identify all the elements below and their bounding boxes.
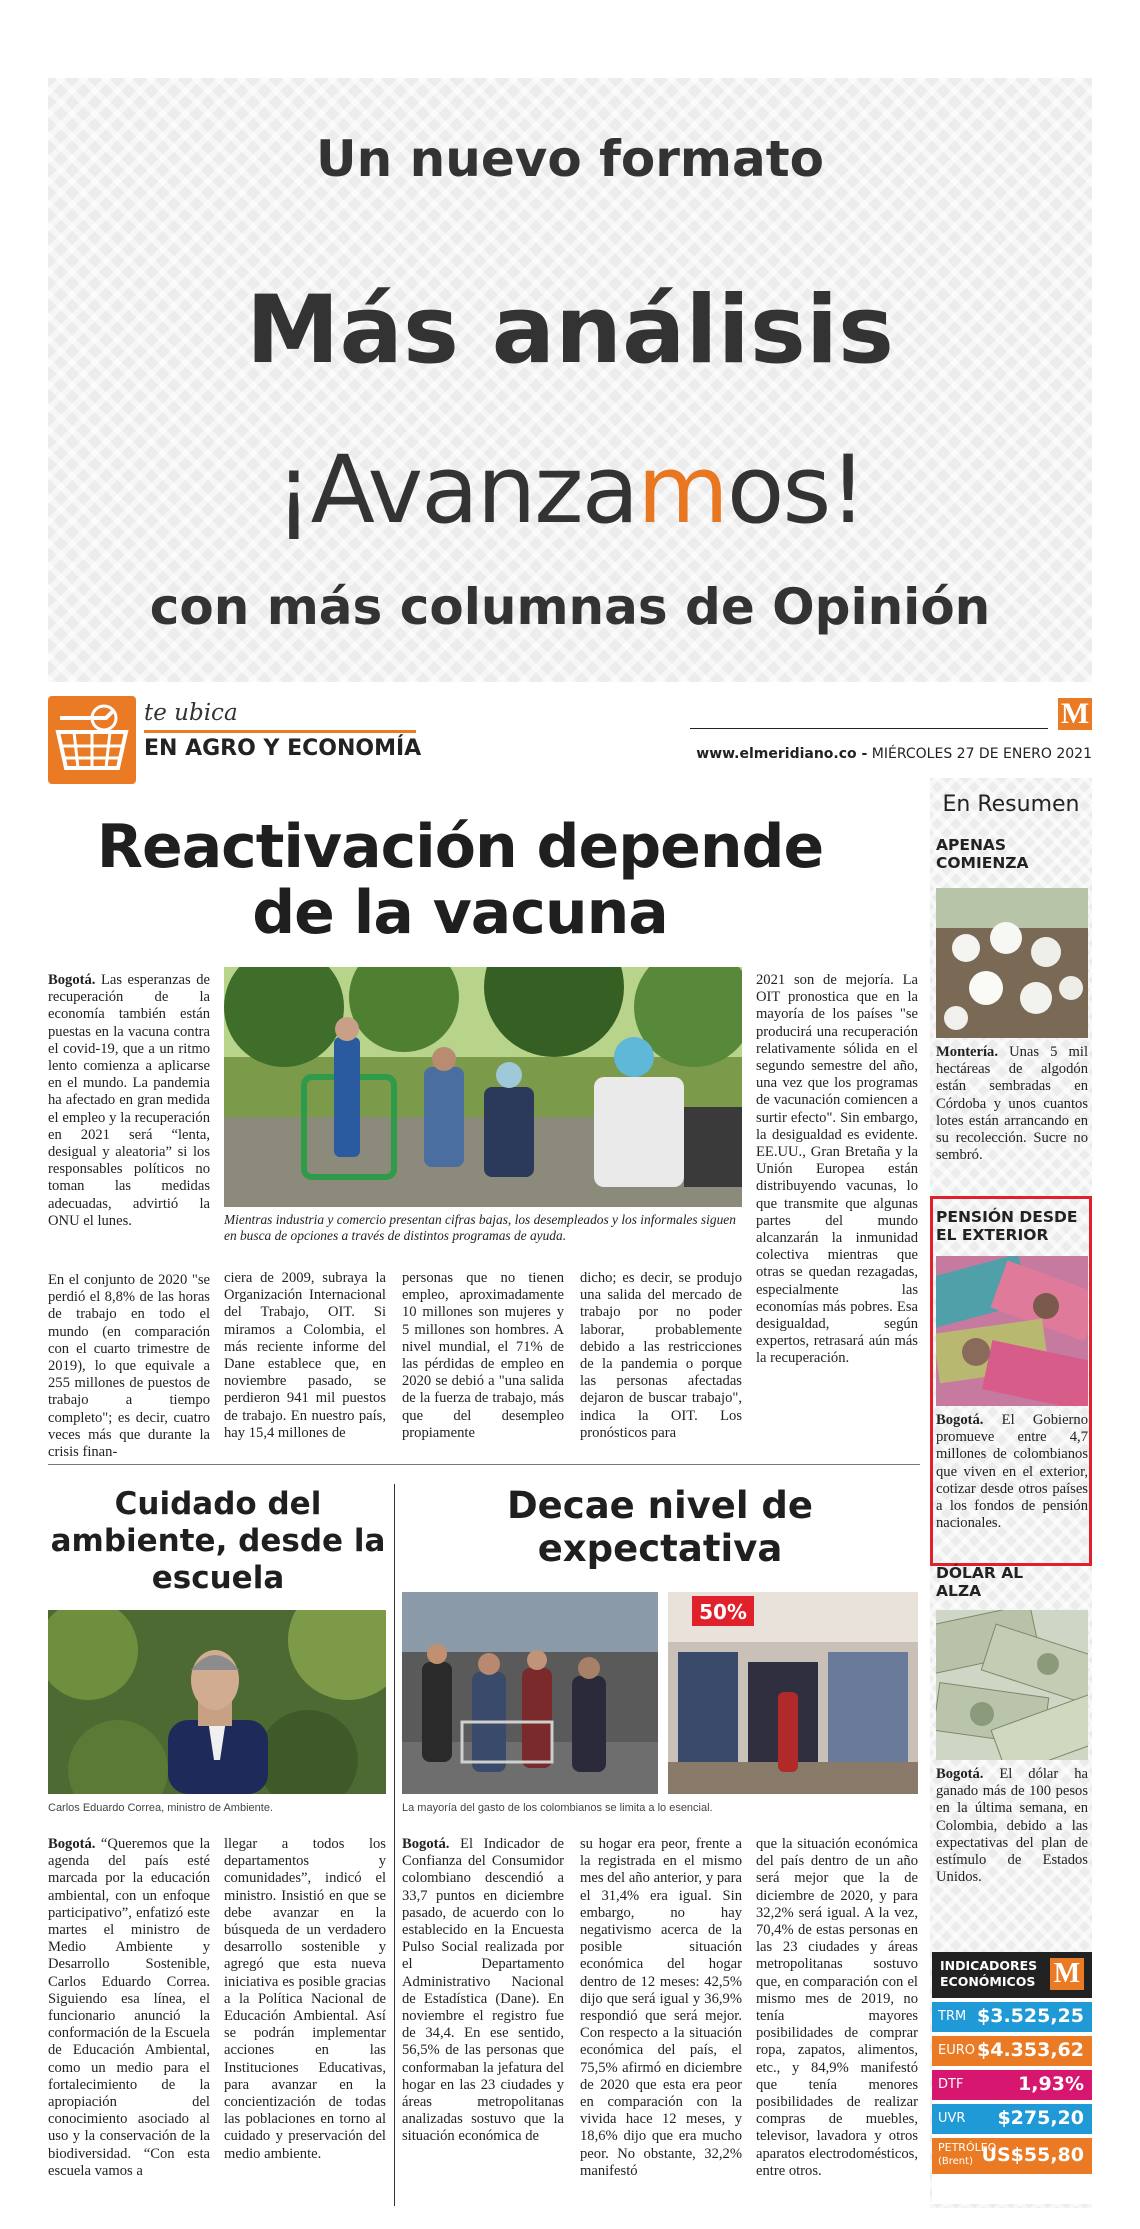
divider [690,728,1048,729]
section-tagline: te ubica [144,700,238,726]
indicator-row-dtf [932,2070,1092,2100]
sidebar-title: En Resumen [942,792,1080,817]
indicator-value: $275,20 [997,2107,1084,2129]
indicator-value: $4.353,62 [977,2039,1084,2061]
issue-date: MIÉRCOLES 27 DE ENERO 2021 [867,746,1092,762]
indicator-value: US$55,80 [981,2144,1084,2166]
indicator-sublabel: (Brent) [938,2156,973,2167]
store-photo [668,1592,918,1794]
story-b-col-2: su hogar era peor, frente a la registrada en el mismo mes del año anterior, y para el 31,4% era igual. Sin embargo, no hay negativismo acerca de la posible situación económica del hogar dentro de 12 meses: 42,5% dijo que será igual y 36,9% respondió que será mejor. Con respecto a la situación económica del país, el 75,5% afirmó en diciembre de 2020 que esta era peor en comparación con la vivida hace 12 meses, y 18,6% dijo que era mucho peor. No obstante, 32,2% manifestó [580,1836,742,2179]
main-photo-caption: Mientras industria y comercio presentan cifras bajas, los desempleados y los informales siguen en busca de opciones a través de distintos programas de ayuda. [224,1212,736,1243]
main-col-2: ciera de 2009, subraya la Organización Internacional del Trabajo, OIT. Si miramos a Colombia, el más reciente informe del Dane establece que, en noviembre pasado, se perdieron 941 mil puestos de trabajo. En nuestro país, hay 15,4 millones de [224,1270,386,1441]
body-text: El Gobierno promueve entre 4,7 millones de colombianos que viven en el exterior, cotizar desde otros países a los fondos de pensión nacionales. [936,1412,1088,1532]
dateline-city: Montería. [936,1044,999,1060]
cotton-photo [936,888,1088,1038]
banknotes-photo [936,1256,1088,1406]
story-b-col-3: que la situación económica del país dentro de un año será mejor que la de diciembre de 2020, y para 32,2% será igual. A la vez, 70,4% de estas personas en las 23 ciudades y áreas metropolitanas sostuvo que, en comparación con el mismo mes de 2019, no tenía mayores posibilidades de comprar ropa, zapatos, alimentos, etc., y 84,9% manifestó que tenía menores posibilidades de realizar compras de muebles, televisor, lavadora y otros aparatos electrodomésticos, entre otros. [756,1836,918,2179]
sidebar-item-head: DÓLAR AL ALZA [936,1564,1024,1600]
sidebar-item-body [936,1766,1088,1886]
main-col-1b: En el conjunto de 2020 "se perdió el 8,8% de las horas de trabajo en todo el mundo (en comparación con el cuarto trimestre de 2019), lo que equivale a 255 millones de puestos de trabajo a tiempo completo"; es decir, cuatro veces más que durante la crisis finan- [48,1272,210,1461]
main-col-5: 2021 son de mejoría. La OIT pronostica que en la mayoría de los países "se producirá una recuperación relativamente sólida en el segundo semestre del año, una vez que los programas de vacunación comiencen a surtir efecto". Sin embargo, la desigualdad es evidente. EE.UU., Gran Bretaña y la Unión Europea están distribuyendo vacunas, lo que transmite que algunas partes del mundo alcanzarán la inmunidad colectiva mientras que otras se quedan rezagadas, especialmente las economías más pobres. Esa desigualdad, según expertos, retrasará aún más la recuperación. [756,972,918,1367]
body-text: El dólar ha ganado más de 100 pesos en la última semana, en Colombia, debido a las expectativas del plan de estímulo de Estados Unidos. [936,1766,1088,1886]
body-text: “Queremos que la agenda del país esté marcada por la educación ambiental, con un enfoque participativo”, enfatizó este martes el ministro de Medio Ambiente y Desarrollo Sostenible, Carlos Eduardo Correa. Siguiendo esa línea, el funcionario anunció la conformación de la Escuela de Educación Ambiental, como un medio para el fortalecimiento de la apropiación del conocimiento asociado al uso y la conservación de la biodiversidad. “Con esta escuela vamos a [48,1836,210,2179]
dateline-city: Bogotá. [402,1836,450,1852]
main-headline: Reactivación depende de la vacuna [96,812,824,948]
column-rule [394,1484,395,2206]
minister-photo [48,1610,386,1794]
body-text: Unas 5 mil hectáreas de algodón están sembradas en Córdoba y unos cuantos lotes están arrancando en su recolección. Sucre no sembró. [936,1044,1088,1164]
banner-line-4: con más columnas de Opinión [149,578,991,636]
newspaper-logo: M [1058,698,1092,730]
indicator-row-petroleo [932,2138,1092,2174]
indicator-row-euro [932,2036,1092,2066]
banner-line-3-accent: m [637,436,727,545]
dateline [600,746,1092,762]
sidebar-item-body [936,1412,1088,1532]
dateline-city: Bogotá. [936,1412,984,1428]
indicator-label: EURO [938,2043,975,2058]
indicator-label: UVR [938,2111,966,2126]
section-title: EN AGRO Y ECONOMÍA [144,736,422,761]
indicator-row-trm [932,2002,1092,2032]
banner-line-3-b: os! [726,436,865,545]
newspaper-logo: M [1050,1958,1084,1990]
story-a-col-2: llegar a todos los departamentos y comunidades”, indicó el ministro. Insistió en que se debe avanzar en la búsqueda de un verdadero desarrollo sostenible y agregó que esta nueva iniciativa es posible gracias a la Política Nacional de Educación Ambiental. Así se podrán implementar acciones en las Instituciones Educativas, para avanzar en la concientización de todas las poblaciones en torno al cuidado y preservación del medio ambiente. [224,1836,386,2162]
body-text: El Indicador de Confianza del Consumidor colombiano descendió a 33,7 puntos en diciembre pasado, de acuerdo con lo establecido en la Encuesta Pulso Social realizada por el Departamento Administrativo Nacional de Estadística (Dane). En noviembre el registro fue de 34,4. En ese sentido, 56,5% de las personas que conformaban la jefatura del hogar en las 23 ciudades y áreas metropolitanas analizadas sostuvo que la situación económica de [402,1836,564,2145]
body-text: Las esperanzas de recuperación de la economía también están puestas en la vacuna contra el covid-19, que a un ritmo lento comienza a aplicarse en el mundo. La pandemia ha afectado en gran medida el empleo y la recuperación en 2021 será “lenta, desigual y aleatoria” si los responsables políticos no toman las medidas adecuadas, advirtió la ONU el lunes. [48,972,210,1229]
story-a-col-1 [48,1836,210,2180]
indicator-label: PETRÓLEO [938,2141,997,2154]
sidebar-item-head: PENSIÓN DESDE EL EXTERIOR [936,1208,1078,1244]
site-url[interactable]: www.elmeridiano.co - [696,746,868,762]
story-b-col-1 [402,1836,564,2146]
dateline-city: Bogotá. [48,972,96,988]
banner-line-3-a: ¡Avanza [275,436,638,545]
sale-sign: 50% [699,1600,747,1624]
divider [144,730,416,733]
indicator-label: DTF [938,2077,964,2092]
banner-line-1: Un nuevo formato [316,130,824,188]
story-b-caption: La mayoría del gasto de los colombianos se limita a lo esencial. [402,1802,713,1814]
sidebar-item-head: APENAS COMIENZA [936,836,1029,872]
main-col-3: personas que no tienen empleo, aproximadamente 10 millones son mujeres y 5 millones son hombres. A nivel mundial, el 71% de las pérdidas de empleo en 2020 se debió a "una salida de la fuerza de trabajo, más que del desempleo propiamente [402,1270,564,1441]
indicator-label: TRM [938,2009,967,2024]
story-a-caption: Carlos Eduardo Correa, ministro de Ambiente. [48,1802,273,1814]
indicator-row-uvr [932,2104,1092,2134]
indicator-value: 1,93% [1018,2073,1084,2095]
dateline-city: Bogotá. [48,1836,96,1852]
main-col-1 [48,972,210,1230]
indicator-value: $3.525,25 [977,2005,1084,2027]
basket-icon [48,696,136,784]
divider [48,1464,920,1465]
indicators-header [932,1952,1092,1998]
promo-banner [48,78,1092,682]
sidebar-item-body [936,1044,1088,1164]
indicators-title: INDICADORES ECONÓMICOS [940,1958,1038,1989]
story-a-headline: Cuidado del ambiente, desde la escuela [50,1486,386,1596]
banner-line-2: Más análisis [246,276,894,385]
story-b-headline: Decae nivel de expectativa [506,1484,814,1570]
dateline-city: Bogotá. [936,1766,984,1782]
shoppers-photo [402,1592,658,1794]
banner-line-3 [48,436,1092,545]
main-col-4: dicho; es decir, se produjo una salida del mercado de trabajo por no poder laborar, probablemente debido a las restricciones de la pandemia o porque las personas afectadas dejaron de buscar trabajo", indica la OIT. Los pronósticos para [580,1270,742,1441]
main-photo-vaccination [224,967,742,1207]
dollars-photo [936,1610,1088,1760]
